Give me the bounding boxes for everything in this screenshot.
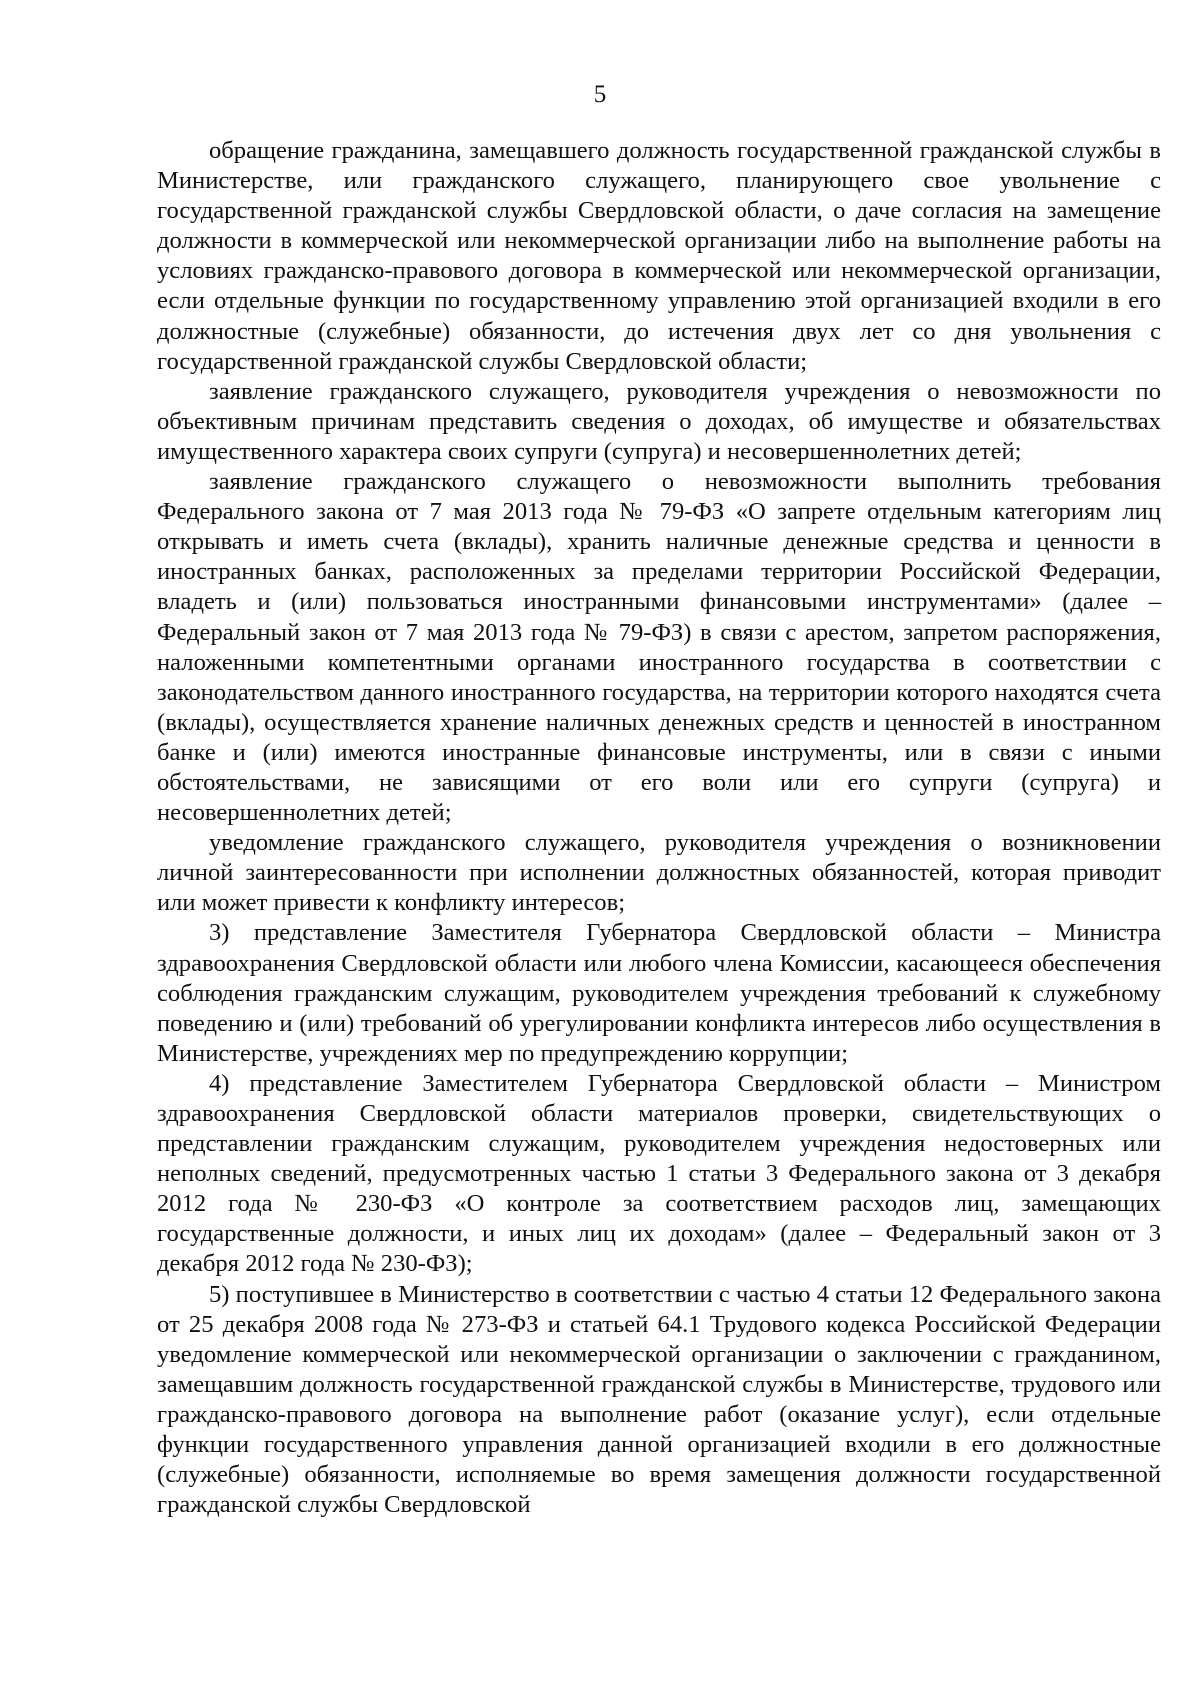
paragraph-statement-foreign-accounts: заявление гражданского служащего о невозможности выполнить требования Федерального закона от 7 мая 2013 года № 79-ФЗ «О запрете отдельным категориям лиц открывать и иметь счета (вклады), хранить наличные денежные средства и ценности в иностранных банках, расположенных за пределами территории Российской Федерации, владеть и (или) пользоваться иностранными финансовыми инструментами» (далее – Федеральный закон от 7 мая 2013 года № 79-ФЗ) в связи с арестом, запретом распоряжения, наложенными компетентными органами иностранного государства в соответствии с законодательством данного иностранного государства, на территории которого находятся счета (вклады), осуществляется хранение наличных денежных средств и ценностей в иностранном банке и (или) имеются иностранные финансовые инструменты, или в связи с иными обстоятельствами, не зависящими от его воли или его супруги (супруга) и несовершеннолетних детей;	[157, 468, 1161, 827]
paragraph-item-3: 3) представление Заместителя Губернатора Свердловской области – Министра здравоохранения Свердловской области или любого члена Комиссии, касающееся обеспечения соблюдения гражданским служащим, руководителем учреждения требований к служебному поведению и (или) требований об урегулировании конфликта интересов либо осуществления в Министерстве, учреждениях мер по предупреждению коррупции;	[157, 919, 1161, 1067]
paragraph-appeal-of-citizen: обращение гражданина, замещавшего должность государственной гражданской службы в Министерстве, или гражданского служащего, планирующего свое увольнение с государственной гражданской службы Свердловской области, о даче согласия на замещение должности в коммерческой или некоммерческой организации либо на выполнение работы на условиях гражданско-правового договора в коммерческой или некоммерческой организации, если отдельные функции по государственному управлению этой организацией входили в его должностные (служебные) обязанности, до истечения двух лет со дня увольнения с государственной гражданской службы Свердловской области;	[157, 137, 1161, 375]
paragraph-notice-personal-interest: уведомление гражданского служащего, руководителя учреждения о возникновении личной заинтересованности при исполнении должностных обязанностей, которая приводит или может привести к конфликту интересов;	[157, 829, 1161, 917]
page-number: 5	[593, 81, 607, 108]
paragraph-item-5: 5) поступившее в Министерство в соответствии с частью 4 статьи 12 Федерального закона от 25 декабря 2008 года № 273-ФЗ и статьей 64.1 Трудового кодекса Российской Федерации уведомление коммерческой или некоммерческой организации о заключении с гражданином, замещавшим должность государственной гражданской службы в Министерстве, трудового или гражданско-правового договора на выполнение работ (оказание услуг), если отдельные функции государственного управления данной организацией входили в его должностные (служебные) обязанности, исполняемые во время замещения должности государственной гражданской службы Свердловской	[157, 1280, 1161, 1519]
paragraph-item-4: 4) представление Заместителем Губернатора Свердловской области – Министром здравоохранения Свердловской области материалов проверки, свидетельствующих о представлении гражданским служащим, руководителем учреждения недостоверных или неполных сведений, предусмотренных частью 1 статьи 3 Федерального закона от 3 декабря 2012 года № 230-ФЗ «О контроле за соответствием расходов лиц, замещающих государственные должности, и иных лиц их доходам» (далее – Федеральный закон от 3 декабря 2012 года № 230-ФЗ);	[157, 1069, 1161, 1278]
paragraph-statement-income-info: заявление гражданского служащего, руководителя учреждения о невозможности по объективным причинам представить сведения о доходах, об имуществе и обязательствах имущественного характера своих супруги (супруга) и несовершеннолетних детей;	[157, 377, 1161, 465]
body-text	[157, 136, 1161, 1520]
